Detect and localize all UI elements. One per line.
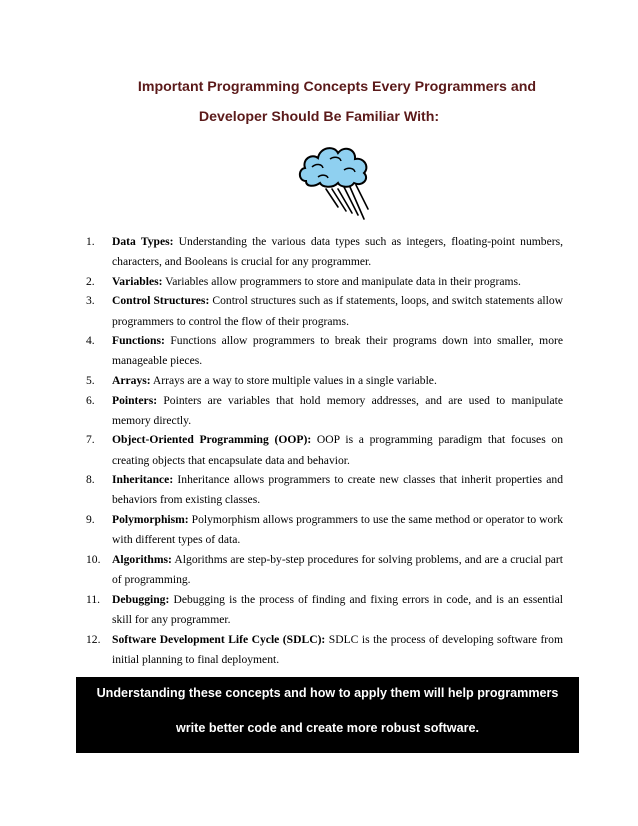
concepts-list <box>84 232 563 669</box>
list-item <box>84 371 563 391</box>
list-item-description: Control structures such as if statements, loops, and switch statements allow programmers to control the flow of their programs. <box>112 294 563 328</box>
list-item-number: 9. <box>86 513 95 527</box>
page-title-line-2: Developer Should Be Familiar With: <box>198 109 440 125</box>
list-item-description: Debugging is the process of finding and fixing errors in code, and is an essential skill for any programmer. <box>112 592 563 626</box>
list-item-number: 1. <box>86 235 95 248</box>
list-item <box>84 630 563 670</box>
list-item-description: Polymorphism allows programmers to use the same method or operator to work with different types of data. <box>112 513 563 547</box>
list-item-number: 6. <box>86 393 95 407</box>
list-item-term: Software Development Life Cycle (SDLC): <box>112 632 326 646</box>
list-item-number: 10. <box>86 552 101 566</box>
list-item-term: Inheritance: <box>112 473 174 487</box>
summary-line-2: write better code and create more robust software. <box>175 721 480 735</box>
list-item-term: Object-Oriented Programming (OOP): <box>112 433 312 447</box>
list-item-number: 12. <box>86 632 101 646</box>
list-item-term: Functions: <box>112 334 165 348</box>
list-item <box>84 391 563 431</box>
list-item <box>84 331 563 371</box>
list-item-description: Understanding the various data types such as integers, floating-point numbers, characters, and Booleans is crucial for any programmer. <box>112 235 563 269</box>
list-item <box>84 470 563 510</box>
list-item-description: OOP is a programming paradigm that focuses on creating objects that encapsulate data and behavior. <box>112 433 563 467</box>
list-item-description: Variables allow programmers to store and manipulate data in their programs. <box>162 274 521 288</box>
list-item-description: SDLC is the process of developing software from initial planning to final deployment. <box>112 632 563 666</box>
list-item-description: Inheritance allows programmers to create new classes that inherit properties and behaviors from existing classes. <box>112 473 563 507</box>
list-item <box>84 232 563 272</box>
list-item-description: Pointers are variables that hold memory addresses, and are used to manipulate memory directly. <box>112 393 563 427</box>
list-item-description: Arrays are a way to store multiple values in a single variable. <box>150 374 437 388</box>
list-item <box>84 291 563 331</box>
list-item-number: 8. <box>86 473 95 487</box>
list-item-term: Algorithms: <box>112 552 172 566</box>
summary-line-1: Understanding these concepts and how to apply them will help programmers <box>96 686 559 700</box>
summary-banner <box>76 677 579 753</box>
list-item-term: Debugging: <box>112 592 170 606</box>
page-title-line-1: Important Programming Concepts Every Programmers and <box>137 79 537 95</box>
list-item-number: 11. <box>86 592 101 606</box>
list-item-number: 7. <box>86 433 95 447</box>
list-item-term: Control Structures: <box>112 294 210 308</box>
list-item-term: Polymorphism: <box>112 513 189 527</box>
list-item-description: Algorithms are step-by-step procedures for solving problems, and are a crucial part of programming. <box>112 552 563 587</box>
list-item-number: 4. <box>86 334 95 348</box>
list-item <box>84 590 563 630</box>
list-item-term: Arrays: <box>112 374 151 388</box>
list-item-term: Data Types: <box>112 235 174 248</box>
list-item <box>84 272 563 292</box>
list-item-description: Functions allow programmers to break their programs down into smaller, more manageable pieces. <box>112 334 563 368</box>
list-item-number: 5. <box>86 374 95 388</box>
list-item-term: Variables: <box>112 274 163 288</box>
list-item-term: Pointers: <box>112 393 158 407</box>
list-item <box>84 430 563 470</box>
list-item <box>84 550 563 590</box>
rain-cloud-icon <box>296 137 376 221</box>
list-item <box>84 510 563 550</box>
list-item-number: 2. <box>86 274 95 288</box>
list-item-number: 3. <box>86 294 95 308</box>
